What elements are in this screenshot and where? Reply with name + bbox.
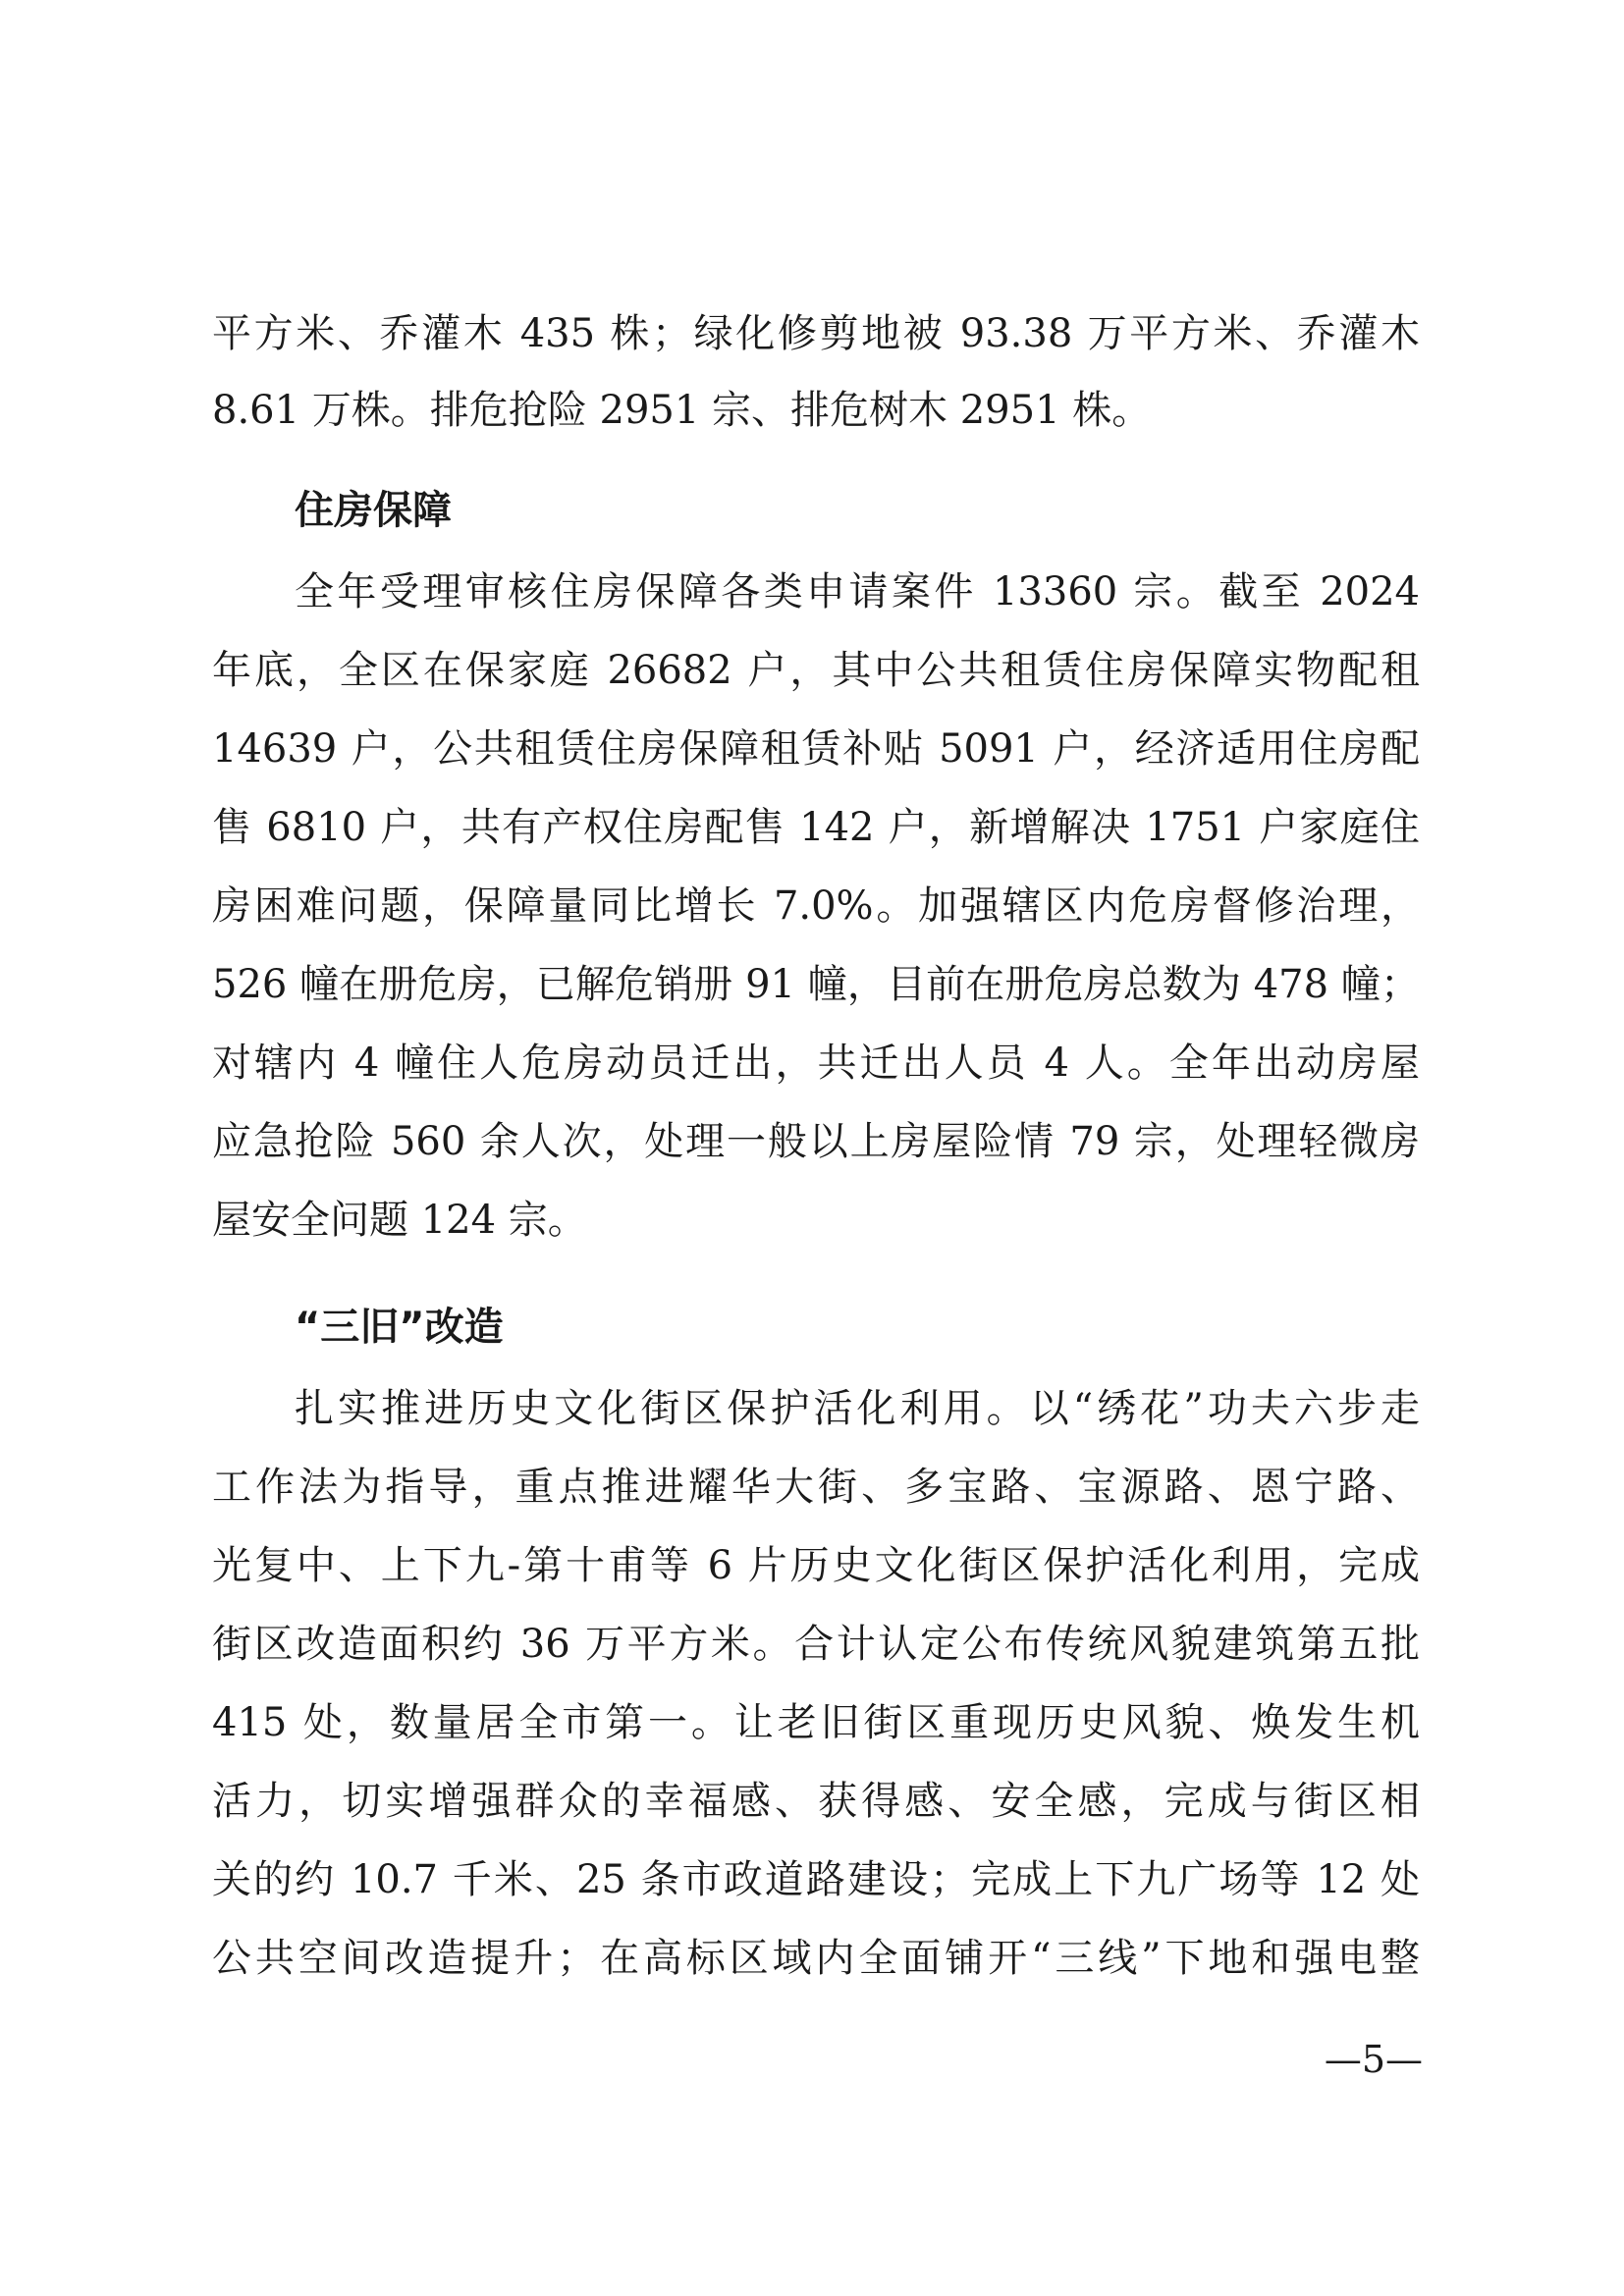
paragraph-line: 工作法为指导，重点推进耀华大街、多宝路、宝源路、恩宁路、 <box>212 1465 1420 1510</box>
paragraph-line: 全年受理审核住房保障各类申请案件 13360 宗。截至 2024 <box>295 569 1420 614</box>
section-heading-housing: 住房保障 <box>295 488 452 533</box>
paragraph-line: 扎实推进历史文化街区保护活化利用。以“绣花”功夫六步走 <box>295 1386 1420 1431</box>
paragraph-line: 售 6810 户，共有产权住房配售 142 户，新增解决 1751 户家庭住 <box>212 805 1420 850</box>
paragraph-line: 8.61 万株。排危抢险 2951 宗、排危树木 2951 株。 <box>212 388 1152 433</box>
paragraph-line: 应急抢险 560 余人次，处理一般以上房屋险情 79 宗，处理轻微房 <box>212 1119 1420 1164</box>
paragraph-line: 对辖内 4 幢住人危房动员迁出，共迁出人员 4 人。全年出动房屋 <box>212 1041 1420 1086</box>
paragraph-line: 活力，切实增强群众的幸福感、获得感、安全感，完成与街区相 <box>212 1779 1420 1824</box>
paragraph-line: 房困难问题，保障量同比增长 7.0%。加强辖区内危房督修治理， <box>212 883 1420 929</box>
paragraph-line: 526 幢在册危房，已解危销册 91 幢，目前在册危房总数为 478 幢； <box>212 962 1420 1007</box>
paragraph-line: 关的约 10.7 千米、25 条市政道路建设；完成上下九广场等 12 处 <box>212 1857 1420 1902</box>
paragraph-line: 街区改造面积约 36 万平方米。合计认定公布传统风貌建筑第五批 <box>212 1622 1420 1667</box>
paragraph-line: 年底，全区在保家庭 26682 户，其中公共租赁住房保障实物配租 <box>212 648 1420 693</box>
paragraph-line: 平方米、乔灌木 435 株；绿化修剪地被 93.38 万平方米、乔灌木 <box>212 311 1420 356</box>
paragraph-line: 14639 户，公共租赁住房保障租赁补贴 5091 户，经济适用住房配 <box>212 726 1420 772</box>
page-number: —5— <box>1324 2038 1423 2081</box>
paragraph-line: 415 处，数量居全市第一。让老旧街区重现历史风貌、焕发生机 <box>212 1700 1420 1745</box>
paragraph-line: 屋安全问题 124 宗。 <box>212 1198 587 1243</box>
section-heading-renovation: “三旧”改造 <box>295 1305 504 1350</box>
paragraph-line: 公共空间改造提升；在高标区域内全面铺开“三线”下地和强电整 <box>212 1936 1420 1981</box>
paragraph-line: 光复中、上下九-第十甫等 6 片历史文化街区保护活化利用，完成 <box>212 1543 1420 1588</box>
